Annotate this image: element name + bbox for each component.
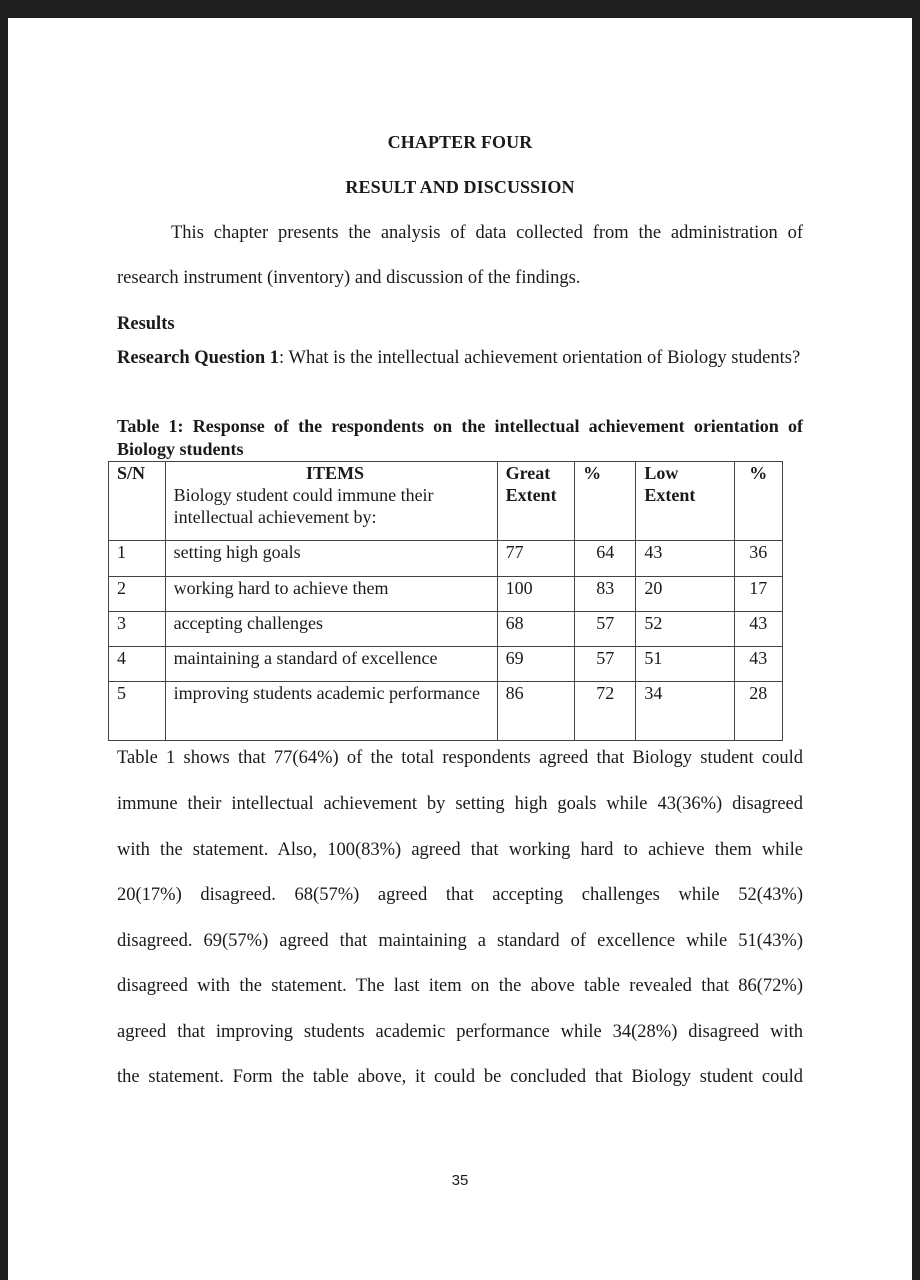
cell-sn: 2 <box>109 577 166 612</box>
results-heading: Results <box>117 314 175 334</box>
discussion-line-1: Table 1 shows that 77(64%) of the total respondents agreed that Biology student could <box>117 748 803 768</box>
discussion-line-2: immune their intellectual achievement by setting high goals while 43(36%) disagreed <box>117 794 803 814</box>
document-page <box>8 18 912 1280</box>
cell-sn: 5 <box>109 682 166 741</box>
discussion-line-3: with the statement. Also, 100(83%) agreed that working hard to achieve them while <box>117 840 803 860</box>
cell-low-pct: 43 <box>734 612 782 647</box>
cell-great-pct: 57 <box>575 647 636 682</box>
header-great-percent: % <box>575 462 636 541</box>
cell-low: 52 <box>636 612 734 647</box>
cell-item: maintaining a standard of excellence <box>165 647 497 682</box>
cell-low: 51 <box>636 647 734 682</box>
cell-item: working hard to achieve them <box>165 577 497 612</box>
cell-great-pct: 83 <box>575 577 636 612</box>
cell-great: 86 <box>497 682 575 741</box>
cell-low: 34 <box>636 682 734 741</box>
cell-low-pct: 17 <box>734 577 782 612</box>
cell-item: accepting challenges <box>165 612 497 647</box>
cell-low-pct: 36 <box>734 541 782 577</box>
cell-item: improving students academic performance <box>165 682 497 741</box>
discussion-line-4: 20(17%) disagreed. 68(57%) agreed that accepting challenges while 52(43%) <box>117 885 803 905</box>
table-caption: Table 1: Response of the respondents on the intellectual achievement orientation of Biology students <box>117 416 803 459</box>
header-items <box>165 462 497 541</box>
table-row <box>109 647 783 682</box>
header-items-subtitle: Biology student could immune their intellectual achievement by: <box>173 485 434 527</box>
cell-sn: 3 <box>109 612 166 647</box>
intro-line-2: research instrument (inventory) and discussion of the findings. <box>117 268 581 288</box>
table-row <box>109 577 783 612</box>
research-question-label: Research Question 1 <box>117 348 280 368</box>
cell-great-pct: 64 <box>575 541 636 577</box>
cell-sn: 1 <box>109 541 166 577</box>
cell-item: setting high goals <box>165 541 497 577</box>
cell-low: 20 <box>636 577 734 612</box>
page-number: 35 <box>451 1172 469 1189</box>
cell-low-pct: 43 <box>734 647 782 682</box>
research-question <box>117 347 803 369</box>
intro-line-1: This chapter presents the analysis of data collected from the administration of <box>171 223 803 243</box>
cell-great: 77 <box>497 541 575 577</box>
cell-low: 43 <box>636 541 734 577</box>
cell-low-pct: 28 <box>734 682 782 741</box>
cell-great: 100 <box>497 577 575 612</box>
table-header-row <box>109 462 783 541</box>
research-question-text: : What is the intellectual achievement orientation of Biology students? <box>279 348 801 368</box>
header-items-title: ITEMS <box>306 463 365 483</box>
header-great-extent: Great Extent <box>497 462 575 541</box>
cell-great-pct: 72 <box>575 682 636 741</box>
cell-great: 69 <box>497 647 575 682</box>
discussion-line-8: the statement. Form the table above, it could be concluded that Biology student could <box>117 1067 803 1087</box>
header-sn: S/N <box>109 462 166 541</box>
cell-great-pct: 57 <box>575 612 636 647</box>
table-row <box>109 612 783 647</box>
header-low-extent: Low Extent <box>636 462 734 541</box>
table-row <box>109 541 783 577</box>
results-table <box>108 461 783 741</box>
cell-sn: 4 <box>109 647 166 682</box>
cell-great: 68 <box>497 612 575 647</box>
header-low-percent: % <box>734 462 782 541</box>
discussion-line-6: disagreed with the statement. The last item on the above table revealed that 86(72%) <box>117 976 803 996</box>
chapter-title: CHAPTER FOUR <box>387 132 533 152</box>
section-title: RESULT AND DISCUSSION <box>345 177 575 197</box>
table-row <box>109 682 783 741</box>
discussion-line-7: agreed that improving students academic performance while 34(28%) disagreed with <box>117 1022 803 1042</box>
discussion-line-5: disagreed. 69(57%) agreed that maintaining a standard of excellence while 51(43%) <box>117 931 803 951</box>
